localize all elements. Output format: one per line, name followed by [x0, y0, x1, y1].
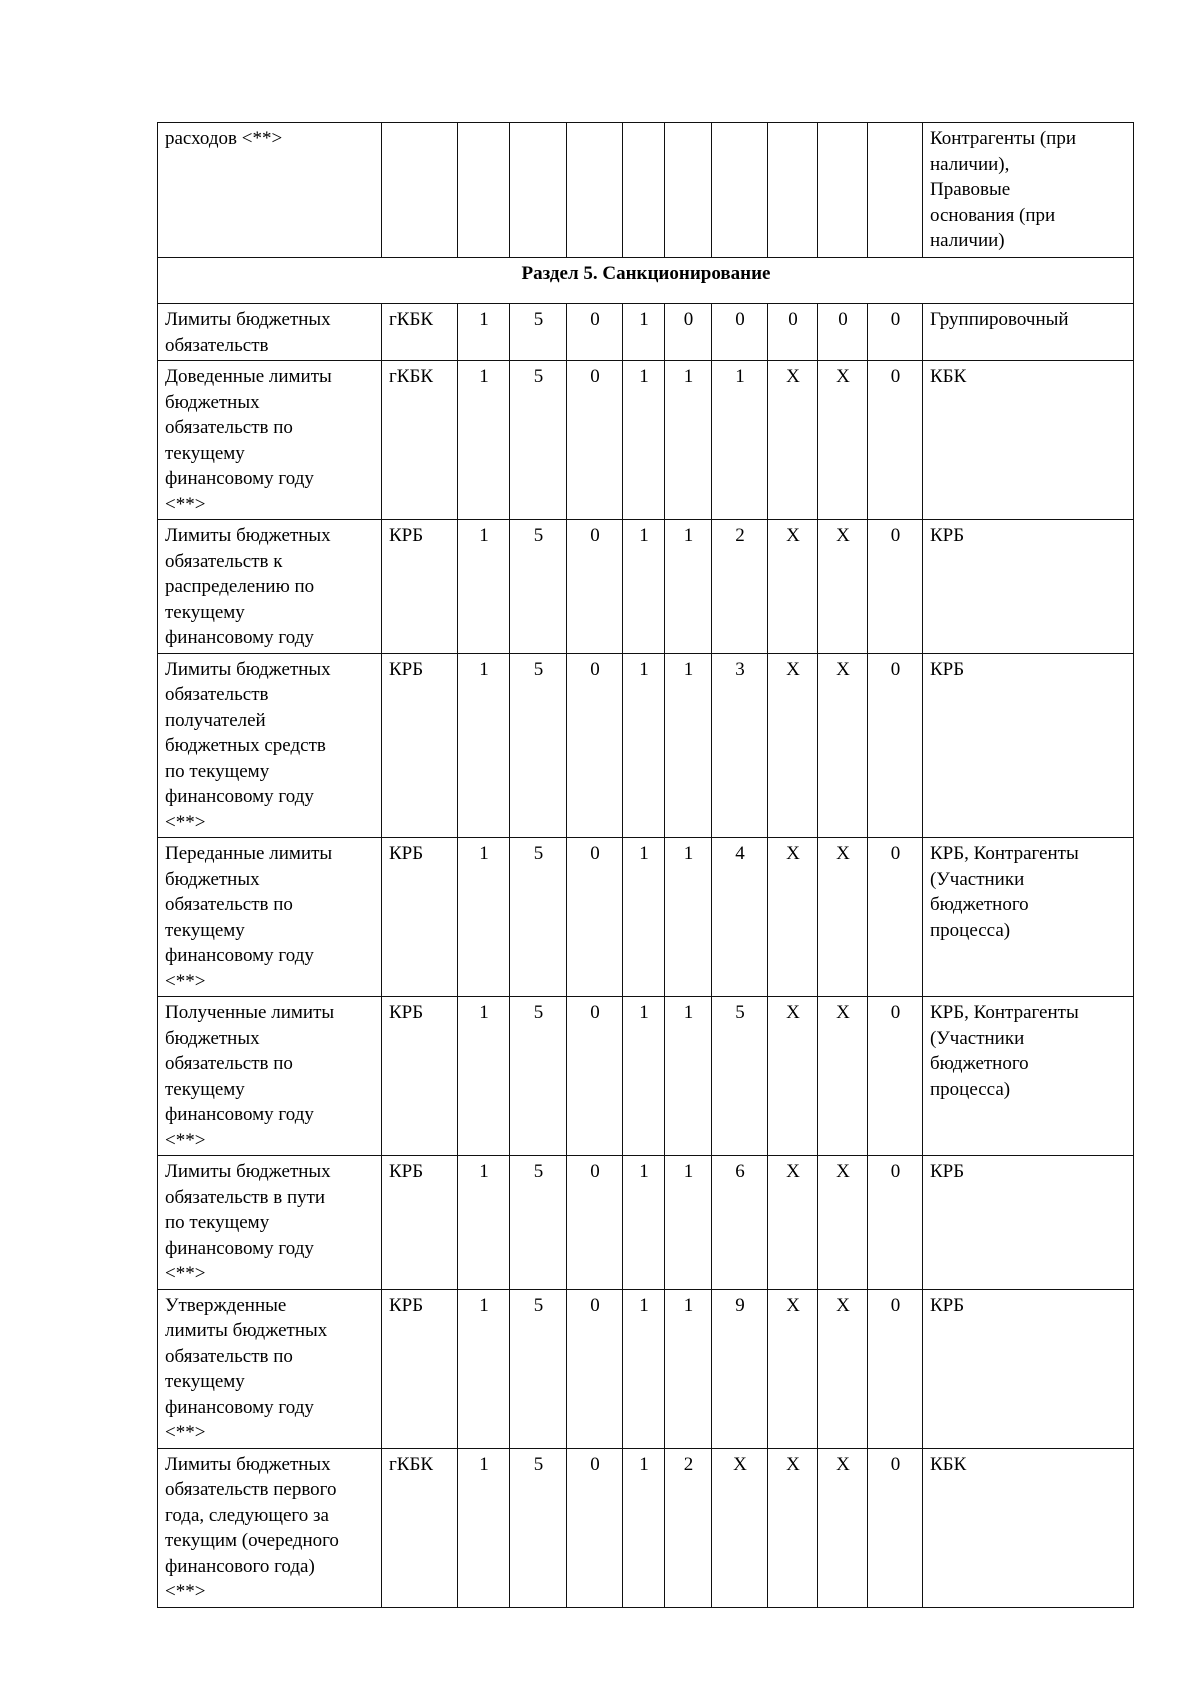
code-digit: X [818, 1156, 868, 1290]
code-digit: 1 [458, 520, 510, 654]
code-digit: 1 [623, 304, 665, 361]
code-digit: 1 [458, 1448, 510, 1607]
code-digit: X [818, 361, 868, 520]
code-digit: 5 [510, 520, 567, 654]
code-digit: 1 [458, 1289, 510, 1448]
code-digit: 5 [510, 1156, 567, 1290]
table-row [158, 997, 1134, 1156]
code-digit: 0 [567, 304, 623, 361]
row-note: КРБ, Контрагенты (Участники бюджетного процесса) [923, 838, 1134, 997]
table-row [158, 653, 1134, 838]
row-kind: КРБ [382, 520, 458, 654]
row-name: Полученные лимиты бюджетных обязательств по текущему финансовому году <**> [158, 997, 382, 1156]
code-digit: 9 [712, 1289, 768, 1448]
code-digit: 0 [868, 520, 923, 654]
empty-cell [510, 123, 567, 258]
row-note: КРБ [923, 520, 1134, 654]
table-row [158, 123, 1134, 258]
code-digit: 1 [665, 361, 712, 520]
row-kind: гКБК [382, 304, 458, 361]
empty-cell [567, 123, 623, 258]
row-note: Группировочный [923, 304, 1134, 361]
code-digit: X [818, 1448, 868, 1607]
code-digit: X [818, 838, 868, 997]
row-name: Лимиты бюджетных обязательств в пути по текущему финансовому году <**> [158, 1156, 382, 1290]
code-digit: 0 [567, 1448, 623, 1607]
code-digit: 0 [567, 1289, 623, 1448]
code-digit: 0 [567, 1156, 623, 1290]
row-name: Доведенные лимиты бюджетных обязательств по текущему финансовому году <**> [158, 361, 382, 520]
code-digit: 1 [458, 1156, 510, 1290]
row-note: КРБ [923, 653, 1134, 838]
table-row [158, 1448, 1134, 1607]
code-digit: 5 [510, 997, 567, 1156]
row-kind: КРБ [382, 1156, 458, 1290]
empty-cell [665, 123, 712, 258]
empty-cell [623, 123, 665, 258]
empty-cell [868, 123, 923, 258]
code-digit: 0 [868, 997, 923, 1156]
code-digit: 0 [768, 304, 818, 361]
code-digit: 1 [623, 1289, 665, 1448]
code-digit: 1 [623, 653, 665, 838]
code-digit: 5 [712, 997, 768, 1156]
code-digit: 2 [665, 1448, 712, 1607]
code-digit: 1 [623, 838, 665, 997]
section-row [158, 258, 1134, 304]
table-row [158, 1289, 1134, 1448]
row-note: КРБ, Контрагенты (Участники бюджетного процесса) [923, 997, 1134, 1156]
code-digit: X [768, 1289, 818, 1448]
row-note: КБК [923, 361, 1134, 520]
code-digit: 1 [665, 838, 712, 997]
code-digit: 1 [623, 997, 665, 1156]
code-digit: 0 [567, 997, 623, 1156]
code-digit: 1 [458, 304, 510, 361]
empty-cell [712, 123, 768, 258]
code-digit: 0 [567, 653, 623, 838]
code-digit: 1 [458, 361, 510, 520]
row-name: Лимиты бюджетных обязательств получателей бюджетных средств по текущему финансовому году <**> [158, 653, 382, 838]
code-digit: 4 [712, 838, 768, 997]
code-digit: 0 [665, 304, 712, 361]
row-note: Контрагенты (при наличии), Правовые основания (при наличии) [923, 123, 1134, 258]
code-digit: 5 [510, 1289, 567, 1448]
row-kind: гКБК [382, 361, 458, 520]
empty-cell [382, 123, 458, 258]
code-digit: X [768, 520, 818, 654]
code-digit: X [768, 1156, 818, 1290]
empty-cell [768, 123, 818, 258]
empty-cell [818, 123, 868, 258]
row-kind: КРБ [382, 1289, 458, 1448]
code-digit: 0 [868, 1289, 923, 1448]
code-digit: 0 [868, 1156, 923, 1290]
code-digit: 5 [510, 653, 567, 838]
code-digit: 5 [510, 1448, 567, 1607]
code-digit: X [818, 653, 868, 838]
code-digit: 0 [868, 304, 923, 361]
code-digit: X [768, 361, 818, 520]
row-name: Лимиты бюджетных обязательств к распределению по текущему финансовому году [158, 520, 382, 654]
code-digit: 2 [712, 520, 768, 654]
code-digit: X [818, 520, 868, 654]
row-note: КРБ [923, 1289, 1134, 1448]
code-digit: 1 [665, 1289, 712, 1448]
code-digit: 0 [818, 304, 868, 361]
code-digit: 5 [510, 304, 567, 361]
code-digit: X [768, 1448, 818, 1607]
table-row [158, 520, 1134, 654]
code-digit: 0 [712, 304, 768, 361]
code-digit: 0 [567, 520, 623, 654]
code-digit: 3 [712, 653, 768, 838]
code-digit: 1 [458, 838, 510, 997]
row-name: Переданные лимиты бюджетных обязательств по текущему финансовому году <**> [158, 838, 382, 997]
code-digit: 1 [623, 520, 665, 654]
code-digit: 0 [868, 653, 923, 838]
code-digit: 1 [665, 653, 712, 838]
row-name: расходов <**> [158, 123, 382, 258]
table-row [158, 304, 1134, 361]
code-digit: 1 [665, 1156, 712, 1290]
code-digit: X [818, 997, 868, 1156]
code-digit: 1 [712, 361, 768, 520]
row-kind: гКБК [382, 1448, 458, 1607]
row-note: КРБ [923, 1156, 1134, 1290]
code-digit: 0 [868, 1448, 923, 1607]
code-digit: 0 [868, 838, 923, 997]
row-name: Лимиты бюджетных обязательств [158, 304, 382, 361]
code-digit: 1 [665, 997, 712, 1156]
code-digit: 0 [868, 361, 923, 520]
empty-cell [458, 123, 510, 258]
code-digit: 0 [567, 361, 623, 520]
code-digit: 5 [510, 838, 567, 997]
table-row [158, 838, 1134, 997]
code-digit: 1 [665, 520, 712, 654]
code-digit: 1 [623, 361, 665, 520]
code-digit: 6 [712, 1156, 768, 1290]
code-digit: 1 [623, 1156, 665, 1290]
code-digit: 1 [623, 1448, 665, 1607]
row-note: КБК [923, 1448, 1134, 1607]
code-digit: X [768, 653, 818, 838]
code-digit: X [818, 1289, 868, 1448]
code-digit: X [768, 997, 818, 1156]
row-kind: КРБ [382, 653, 458, 838]
row-kind: КРБ [382, 997, 458, 1156]
code-digit: X [768, 838, 818, 997]
section-heading: Раздел 5. Санкционирование [158, 258, 1134, 304]
code-digit: 1 [458, 997, 510, 1156]
code-digit: 1 [458, 653, 510, 838]
row-name: Лимиты бюджетных обязательств первого года, следующего за текущим (очередного финансового года) <**> [158, 1448, 382, 1607]
code-digit: X [712, 1448, 768, 1607]
accounts-table [157, 122, 1134, 1608]
code-digit: 0 [567, 838, 623, 997]
table-row [158, 361, 1134, 520]
code-digit: 5 [510, 361, 567, 520]
row-name: Утвержденные лимиты бюджетных обязательств по текущему финансовому году <**> [158, 1289, 382, 1448]
table-row [158, 1156, 1134, 1290]
row-kind: КРБ [382, 838, 458, 997]
